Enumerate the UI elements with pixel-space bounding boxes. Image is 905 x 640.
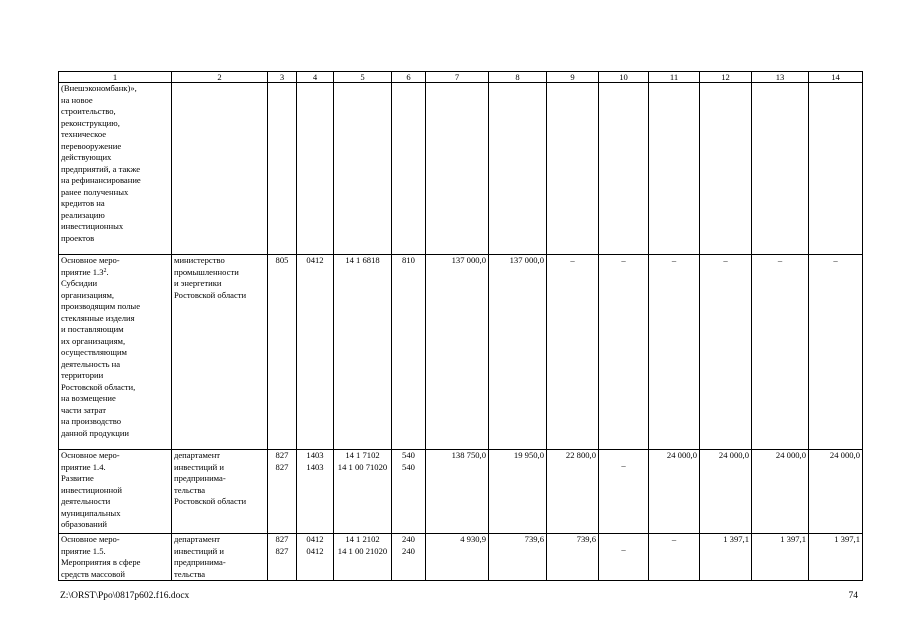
- rzpr-cell: [297, 450, 334, 534]
- header-row: [59, 72, 863, 83]
- header-cell: 14: [809, 72, 863, 83]
- cell-line: Мероприятия в сфере: [61, 557, 141, 567]
- activity-line: Основное меро-: [61, 255, 120, 265]
- header-cell: 7: [426, 72, 489, 83]
- year-cell: 22 800,0: [547, 450, 599, 534]
- cell-line: тельства: [174, 484, 206, 495]
- cell-line: 0412: [306, 255, 324, 265]
- year-cell: –: [700, 255, 752, 450]
- cell-line: производящим полые: [61, 301, 141, 311]
- cell-line: 14 1 7102: [345, 450, 380, 460]
- cell-line: Развитие: [61, 473, 94, 483]
- cell-line: образований: [61, 519, 107, 529]
- cell-line: реконструкцию,: [61, 117, 120, 128]
- year-cell: [700, 83, 752, 255]
- header-cell: 2: [172, 72, 268, 83]
- cell-line: предпринима-: [174, 557, 226, 567]
- cell-line: деятельности: [61, 496, 111, 506]
- cell-line: Ростовской области,: [61, 381, 136, 392]
- total-cell: [426, 83, 489, 255]
- year-cell: [547, 83, 599, 255]
- executor-cell: [172, 255, 268, 450]
- year-cell: 24 000,0: [700, 450, 752, 534]
- header-cell: 10: [599, 72, 649, 83]
- cell-line: Основное меро-: [61, 534, 120, 544]
- cell-line: данной продукции: [61, 427, 130, 438]
- footnote-mark: 2: [103, 267, 107, 274]
- year-cell: 1 397,1: [700, 534, 752, 581]
- cell-line: инвестиционных: [61, 221, 124, 231]
- activity-description: [59, 255, 172, 450]
- cell-line: на рефинансирование: [61, 175, 141, 185]
- year-cell: –: [649, 534, 700, 581]
- vr-cell: [392, 534, 426, 581]
- document-path: Z:\ORST\Ppo\0817p602.f16.docx: [60, 591, 190, 601]
- cell-line: промышленности: [174, 266, 239, 277]
- activity-rest: [61, 278, 169, 439]
- cell-line: организациям,: [61, 289, 115, 300]
- cell-line: инвестиций и: [174, 461, 224, 472]
- csr-cell: [334, 534, 392, 581]
- header-cell: 11: [649, 72, 700, 83]
- year-cell: 739,6: [489, 534, 547, 581]
- cell-line: 0412: [306, 534, 324, 544]
- cell-line: на новое: [61, 94, 93, 105]
- gruz-cell: [268, 83, 297, 255]
- vr-cell: [392, 83, 426, 255]
- cell-line: Ростовской области: [174, 289, 247, 300]
- header-cell: 5: [334, 72, 392, 83]
- cell-line: реализацию: [61, 209, 105, 220]
- vr-cell: [392, 450, 426, 534]
- cell-line: министерство: [174, 255, 225, 265]
- cell-line: 1403: [306, 450, 324, 460]
- cell-line: Субсидии: [61, 278, 98, 288]
- dash-value: –: [621, 460, 626, 470]
- activity-description: [59, 83, 172, 255]
- header-cell: 4: [297, 72, 334, 83]
- csr-cell: [334, 255, 392, 450]
- year-cell: 24 000,0: [809, 450, 863, 534]
- cell-line: департамент: [174, 534, 221, 544]
- year-cell: 137 000,0: [489, 255, 547, 450]
- cell-line: инвестиционной: [61, 484, 122, 495]
- table-row: [59, 534, 863, 581]
- cell-line: действующих: [61, 152, 112, 162]
- year-cell: [752, 83, 809, 255]
- year-cell: [599, 450, 649, 534]
- table-row: [59, 450, 863, 534]
- cell-line: части затрат: [61, 404, 106, 415]
- cell-line: 827: [275, 461, 289, 472]
- cell-line: территории: [61, 370, 104, 380]
- cell-line: инвестиций и: [174, 545, 224, 556]
- year-cell: –: [547, 255, 599, 450]
- cell-line: средств массовой: [61, 568, 125, 579]
- cell-line: осуществляющим: [61, 347, 127, 357]
- gruz-cell: [268, 534, 297, 581]
- executor-cell: [172, 83, 268, 255]
- cell-line: 14 1 00 71020: [337, 461, 388, 472]
- cell-line: 14 1 2102: [345, 534, 380, 544]
- header-cell: 3: [268, 72, 297, 83]
- year-cell: [489, 83, 547, 255]
- year-cell: 739,6: [547, 534, 599, 581]
- cell-line: приятие 1.4.: [61, 461, 106, 472]
- cell-line: кредитов на: [61, 198, 105, 208]
- cell-line: проектов: [61, 232, 95, 243]
- year-cell: [599, 534, 649, 581]
- activity-description: [59, 534, 172, 581]
- cell-line: 240: [402, 545, 415, 556]
- year-cell: –: [752, 255, 809, 450]
- rzpr-cell: [297, 255, 334, 450]
- header-cell: 8: [489, 72, 547, 83]
- year-cell: –: [599, 255, 649, 450]
- table-row: [59, 83, 863, 255]
- cell-line: 540: [402, 450, 415, 460]
- cell-line: Ростовской области: [174, 496, 247, 506]
- cell-line: (Внешэкономбанк)»,: [61, 83, 137, 93]
- cell-line: 827: [275, 545, 289, 556]
- year-cell: –: [809, 255, 863, 450]
- cell-line: Основное меро-: [61, 450, 120, 460]
- cell-line: департамент: [174, 450, 221, 460]
- year-cell: [649, 83, 700, 255]
- header-cell: 12: [700, 72, 752, 83]
- year-cell: 1 397,1: [752, 534, 809, 581]
- total-cell: 4 930,9: [426, 534, 489, 581]
- cell-line: на производство: [61, 416, 122, 426]
- year-cell: [599, 83, 649, 255]
- header-cell: 1: [59, 72, 172, 83]
- cell-line: приятие 1.5.: [61, 545, 106, 556]
- executor-cell: [172, 534, 268, 581]
- header-cell: 9: [547, 72, 599, 83]
- cell-line: предприятий, а также: [61, 163, 141, 174]
- cell-line: 540: [402, 461, 415, 472]
- cell-line: 810: [402, 255, 415, 265]
- cell-line: ранее полученных: [61, 186, 129, 197]
- cell-line: 1403: [306, 461, 324, 472]
- csr-cell: [334, 83, 392, 255]
- total-cell: 137 000,0: [426, 255, 489, 450]
- cell-line: тельства: [174, 568, 206, 579]
- cell-line: 240: [402, 534, 415, 544]
- year-cell: 19 950,0: [489, 450, 547, 534]
- cell-line: на возмещение: [61, 393, 116, 403]
- cell-line: предпринима-: [174, 473, 226, 483]
- rzpr-cell: [297, 534, 334, 581]
- year-cell: 24 000,0: [752, 450, 809, 534]
- year-cell: [809, 83, 863, 255]
- cell-line: техническое: [61, 129, 107, 139]
- activity-description: [59, 450, 172, 534]
- dash-value: –: [621, 544, 626, 554]
- table-row: [59, 255, 863, 450]
- cell-line: перевооружение: [61, 140, 122, 151]
- header-cell: 13: [752, 72, 809, 83]
- year-cell: 24 000,0: [649, 450, 700, 534]
- page-number: 74: [848, 591, 858, 601]
- cell-line: их организациям,: [61, 335, 126, 346]
- header-cell: 6: [392, 72, 426, 83]
- vr-cell: [392, 255, 426, 450]
- cell-line: 805: [275, 255, 289, 265]
- cell-line: 14 1 6818: [345, 255, 380, 265]
- year-cell: 1 397,1: [809, 534, 863, 581]
- cell-line: муниципальных: [61, 507, 121, 518]
- executor-cell: [172, 450, 268, 534]
- cell-line: стеклянные изделия: [61, 312, 135, 323]
- gruz-cell: [268, 255, 297, 450]
- gruz-cell: [268, 450, 297, 534]
- activity-title: приятие $1.3^2$.: [61, 266, 109, 277]
- year-cell: –: [649, 255, 700, 450]
- total-cell: 138 750,0: [426, 450, 489, 534]
- cell-line: 14 1 00 21020: [337, 545, 388, 556]
- cell-line: деятельность на: [61, 358, 121, 369]
- cell-line: 827: [275, 450, 289, 460]
- cell-line: и энергетики: [174, 278, 222, 288]
- rzpr-cell: [297, 83, 334, 255]
- budget-table: [58, 71, 863, 581]
- cell-line: 0412: [306, 545, 324, 556]
- cell-line: 827: [275, 534, 289, 544]
- csr-cell: [334, 450, 392, 534]
- cell-line: и поставляющим: [61, 324, 124, 334]
- cell-line: строительство,: [61, 106, 116, 116]
